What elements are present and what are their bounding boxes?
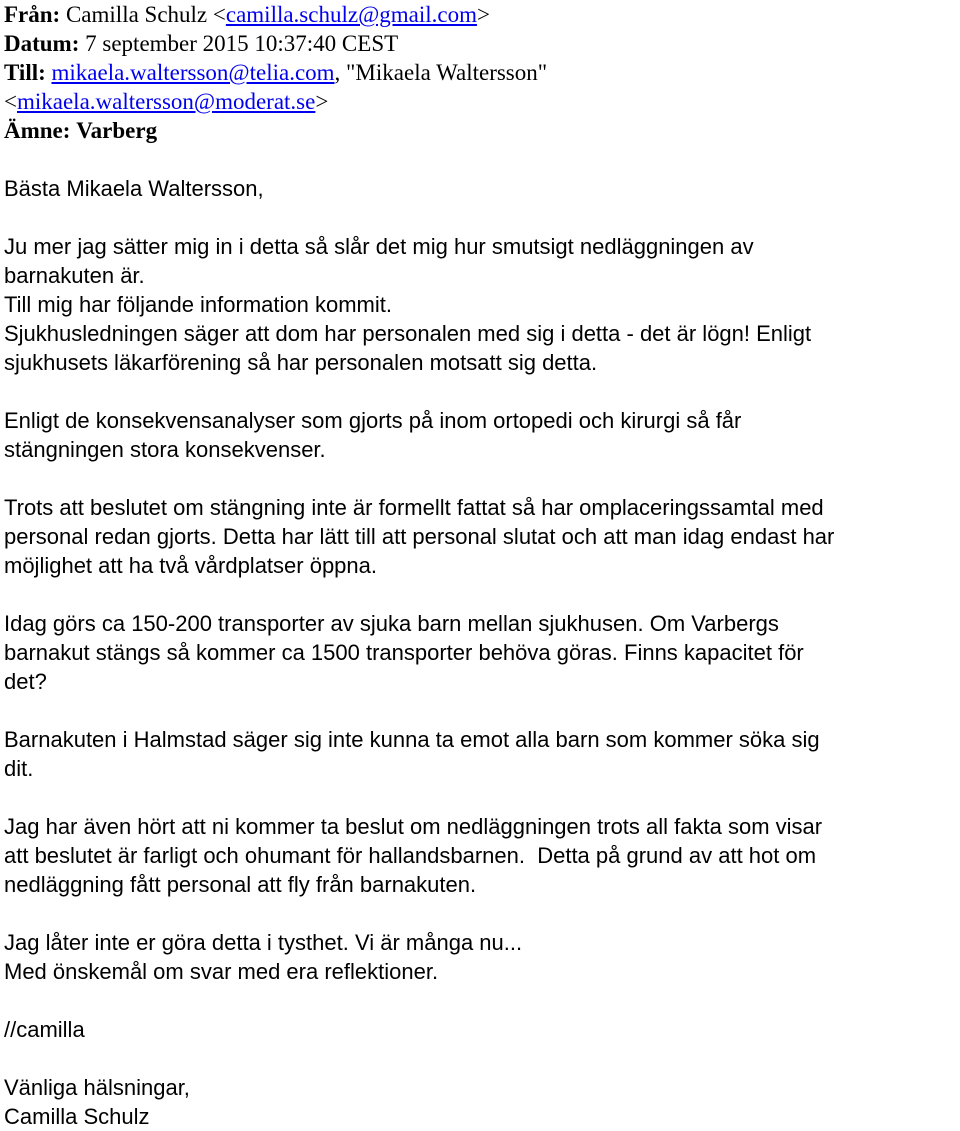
paragraph-3-line: möjlighet att ha två vårdplatser öppna.	[4, 553, 378, 578]
subject-value: Varberg	[76, 118, 158, 143]
paragraph-5-line: Barnakuten i Halmstad säger sig inte kunna ta emot alla barn som kommer söka sig	[4, 727, 820, 752]
paragraph-2-line: stängningen stora konsekvenser.	[4, 437, 326, 462]
to-bracket-close: >	[315, 89, 329, 114]
paragraph-6-line: nedläggning fått personal att fly från barnakuten.	[4, 872, 477, 897]
paragraph-4-line: det?	[4, 669, 47, 694]
to-line-continued	[4, 87, 958, 116]
paragraph-6-line: Jag har även hört att ni kommer ta beslut om nedläggningen trots all fakta som visar	[4, 814, 823, 839]
to-line	[4, 58, 958, 87]
from-line	[4, 0, 958, 29]
paragraph-7-line: Jag låter inte er göra detta i tysthet. Vi är många nu...	[4, 930, 523, 955]
signature-block	[4, 1073, 958, 1131]
paragraph-1-line: barnakuten är.	[4, 263, 145, 288]
paragraph-1-line: Till mig har följande information kommit.	[4, 292, 392, 317]
greeting: Bästa Mikaela Waltersson,	[4, 176, 264, 201]
date-value: 7 september 2015 10:37:40 CEST	[85, 31, 399, 56]
from-bracket-open: <	[212, 2, 226, 27]
paragraph-5	[4, 725, 958, 783]
from-name: Camilla Schulz	[65, 2, 208, 27]
to-name-2: "Mikaela Waltersson"	[346, 60, 548, 85]
paragraph-2	[4, 406, 958, 464]
to-label: Till:	[4, 60, 46, 85]
paragraph-3	[4, 493, 958, 580]
date-line	[4, 29, 958, 58]
to-separator: ,	[334, 60, 347, 85]
subject-label: Ämne:	[4, 118, 71, 143]
paragraph-2-line: Enligt de konsekvensanalyser som gjorts på inom ortopedi och kirurgi så får	[4, 408, 742, 433]
signoff: //camilla	[4, 1017, 85, 1042]
paragraph-1-line: Ju mer jag sätter mig in i detta så slår det mig hur smutsigt nedläggningen av	[4, 234, 754, 259]
paragraph-7-line: Med önskemål om svar med era reflektioner.	[4, 959, 439, 984]
from-email-link[interactable]: camilla.schulz@gmail.com	[225, 2, 477, 27]
from-label: Från:	[4, 2, 61, 27]
to-email-link-2[interactable]: mikaela.waltersson@moderat.se	[16, 89, 316, 114]
paragraph-3-line: personal redan gjorts. Detta har lätt till att personal slutat och att man idag endast har	[4, 524, 835, 549]
signature-name: Camilla Schulz	[4, 1104, 150, 1129]
email-body	[4, 145, 958, 1131]
from-bracket-close: >	[476, 2, 490, 27]
paragraph-4	[4, 609, 958, 696]
paragraph-6-line: att beslutet är farligt och ohumant för hallandsbarnen. Detta på grund av att hot om	[4, 843, 817, 868]
paragraph-5-line: dit.	[4, 756, 34, 781]
email-message	[4, 0, 958, 1131]
paragraph-4-line: barnakut stängs så kommer ca 1500 transporter behöva göras. Finns kapacitet för	[4, 640, 804, 665]
paragraph-1	[4, 232, 958, 377]
paragraph-7	[4, 928, 958, 986]
paragraph-3-line: Trots att beslutet om stängning inte är formellt fattat så har omplaceringssamtal med	[4, 495, 824, 520]
paragraph-6	[4, 812, 958, 899]
closing: Vänliga hälsningar,	[4, 1075, 190, 1100]
date-label: Datum:	[4, 31, 80, 56]
paragraph-1-line: Sjukhusledningen säger att dom har personalen med sig i detta - det är lögn! Enligt	[4, 321, 812, 346]
email-header	[4, 0, 958, 145]
to-bracket-open: <	[4, 89, 17, 114]
paragraph-1-line: sjukhusets läkarförening så har personalen motsatt sig detta.	[4, 350, 598, 375]
to-email-link-1[interactable]: mikaela.waltersson@telia.com	[51, 60, 335, 85]
subject-line	[4, 116, 958, 145]
paragraph-4-line: Idag görs ca 150-200 transporter av sjuka barn mellan sjukhusen. Om Varbergs	[4, 611, 779, 636]
